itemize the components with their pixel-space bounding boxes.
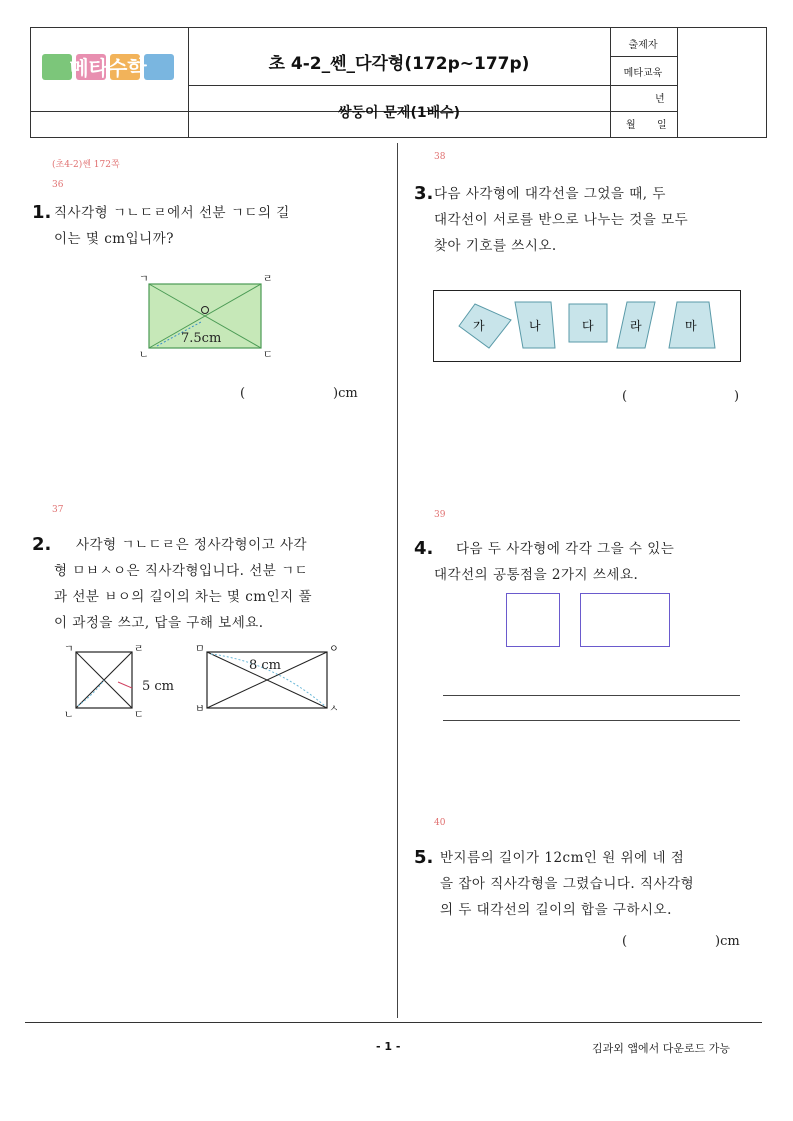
answer-unit: )cm <box>715 934 740 949</box>
divider <box>610 85 678 86</box>
square-shape <box>506 593 560 647</box>
divider <box>677 28 678 137</box>
question-number: 2. <box>32 534 52 555</box>
svg-text:ㄱ: ㄱ <box>139 274 149 285</box>
divider <box>610 111 678 112</box>
author-label: 출제자 <box>628 40 658 51</box>
shapes-box <box>433 290 741 362</box>
answer-line[interactable] <box>443 720 740 721</box>
question-text: 사각형 ㄱㄴㄷㄹ은 정사각형이고 사각 형 ㅁㅂㅅㅇ은 직사각형입니다. 선분 ㄱㄷ 과 선분 ㅂㅇ의 길이의 차는 몇 cm인지 풀 이 과정을 쓰고, 답을 구해 보세요. <box>54 537 313 631</box>
author-value: 메타교육 <box>623 68 663 79</box>
question-number: 5. <box>414 847 434 868</box>
question-text: 다음 두 사각형에 각각 그을 수 있는 대각선의 공통점을 2가지 쓰세요. <box>434 541 675 583</box>
day-label: 일 <box>657 120 667 131</box>
divider <box>610 56 678 57</box>
page-title: 초 4-2_쎈_다각형(172p~177p) <box>268 54 530 74</box>
question-text: 직사각형 ㄱㄴㄷㄹ에서 선분 ㄱㄷ의 길 이는 몇 cm입니까? <box>54 205 290 247</box>
svg-text:ㅇ: ㅇ <box>329 644 339 655</box>
svg-text:ㄷ: ㄷ <box>263 350 273 361</box>
svg-text:ㄴ: ㄴ <box>64 710 74 721</box>
question-code: 38 <box>434 152 446 162</box>
question-code: 40 <box>434 818 446 828</box>
shape-label: 가 <box>473 319 485 333</box>
divider <box>188 85 610 86</box>
footer-note: 김과외 앱에서 다운로드 가능 <box>592 1042 731 1055</box>
logo-text: 메타수학 <box>69 56 147 80</box>
question-code: 36 <box>52 180 64 190</box>
svg-text:ㅂ: ㅂ <box>195 704 205 715</box>
answer-open: ( <box>622 934 628 949</box>
page-number: - 1 - <box>376 1040 401 1053</box>
page-subtitle: 쌍둥이 문제(1배수) <box>337 105 461 121</box>
question-code: 39 <box>434 510 446 520</box>
source-reference: (초4-2)쎈 172쪽 <box>52 160 120 170</box>
answer-open: ( <box>240 386 246 401</box>
question-code: 37 <box>52 505 64 515</box>
svg-text:ㄱ: ㄱ <box>64 644 74 655</box>
year-label: 년 <box>655 94 665 105</box>
shape-label: 라 <box>630 319 642 333</box>
question-number: 4. <box>414 538 434 559</box>
svg-text:ㅅ: ㅅ <box>329 704 339 715</box>
answer-line[interactable] <box>443 695 740 696</box>
rectangle-figure <box>135 270 285 362</box>
svg-text:7.5cm: 7.5cm <box>181 331 222 346</box>
question-number: 3. <box>414 183 434 204</box>
answer-close: ) <box>734 389 740 404</box>
shape-label: 나 <box>529 319 541 333</box>
question-number: 1. <box>32 202 52 223</box>
month-label: 월 <box>626 120 636 131</box>
svg-text:ㄴ: ㄴ <box>139 350 149 361</box>
svg-text:ㄹ: ㄹ <box>263 274 273 285</box>
column-divider <box>397 143 398 1018</box>
answer-open: ( <box>622 389 628 404</box>
shape-label: 다 <box>582 319 594 333</box>
square-figure <box>62 642 152 722</box>
question-text: 반지름의 길이가 12cm인 원 위에 네 점 을 잡아 직사각형을 그렸습니다. 직사각형 의 두 대각선의 길이의 합을 구하시오. <box>440 850 695 918</box>
question-text: 다음 사각형에 대각선을 그었을 때, 두 대각선이 서로를 반으로 나누는 것을 모두 찾아 기호를 쓰시오. <box>434 186 689 254</box>
svg-text:ㄷ: ㄷ <box>134 710 144 721</box>
rectangle-figure <box>193 642 343 722</box>
svg-text:ㄹ: ㄹ <box>134 644 144 655</box>
logo <box>40 48 180 84</box>
square-measure: 5 cm <box>142 679 175 694</box>
shape-label: 마 <box>685 319 697 333</box>
svg-text:ㅁ: ㅁ <box>195 644 205 655</box>
answer-unit: )cm <box>333 386 358 401</box>
footer-rule <box>25 1022 762 1023</box>
svg-text:8 cm: 8 cm <box>249 658 282 673</box>
rectangle-shape <box>580 593 670 647</box>
